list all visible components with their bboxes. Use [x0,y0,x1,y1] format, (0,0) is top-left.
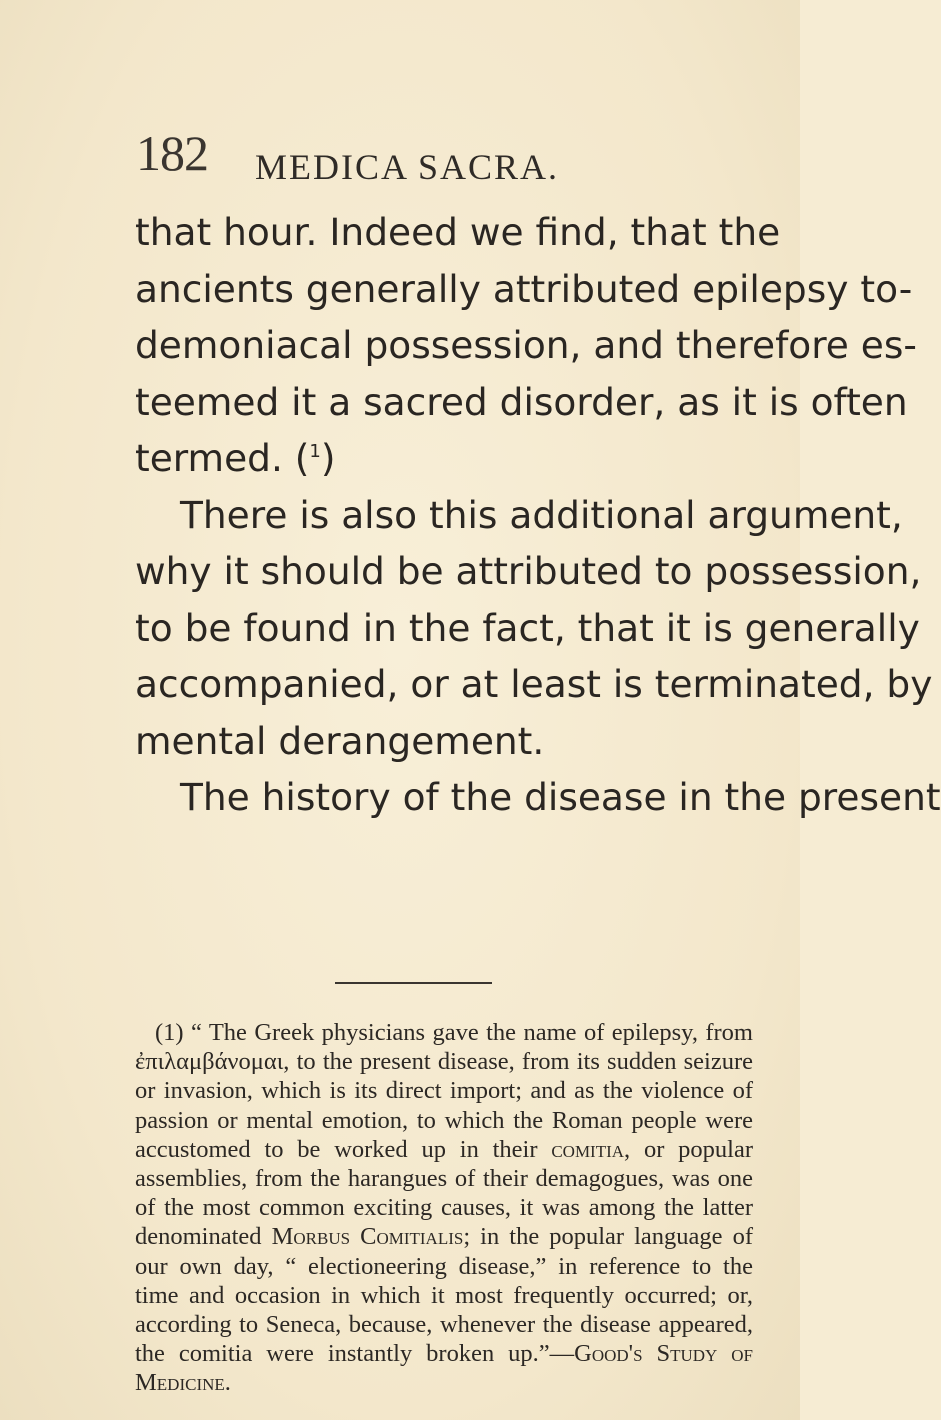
footnote-line-11: according to Seneca, because, whenever the disease appeared, [135,1310,753,1338]
body-line-2: ancients generally attributed epilepsy to- [135,266,913,311]
body-line-6: There is also this additional argument, [180,492,903,537]
footnote-line-2: ἐπιλαμβάνομαι, to the present disease, from its sudden seizure [135,1048,753,1076]
body-line-5-text: termed. ( [135,436,310,480]
footnote-reference[interactable]: 1 [309,441,321,462]
footnote-line-5 [135,1135,753,1164]
running-head: MEDICA SACRA. [255,147,560,187]
footnote-line-8 [135,1222,753,1251]
footnote-source: Good's Study of [574,1340,753,1368]
body-line-1: that hour. Indeed we find, that the [135,210,781,254]
footnote-morbus-comitialis: Morbus Comitialis [271,1223,464,1251]
footnote-reference-close: ) [320,436,336,480]
page-number: 182 [136,125,208,181]
footnote-line-1: (1) “ The Greek physicians gave the name of epilepsy, from [155,1019,753,1046]
footnote-line-13 [135,1368,753,1397]
footnote-line-9: our own day, “ electioneering disease,” in reference to the [135,1252,753,1280]
footnote-line-6: assemblies, from the harangues of their demagogues, was one [135,1164,753,1192]
body-line-5 [135,430,755,487]
footnote-line-8-text: denominated [135,1223,262,1251]
body-line-10: mental derangement. [135,718,545,763]
footnote-line-10: time and occasion in which it most frequently occurred; or, [135,1281,753,1309]
footnote-line-5-text: accustomed to be worked up in their [135,1135,538,1163]
body-text [135,204,941,826]
footnote-comitia: comitia [551,1135,625,1163]
body-line-4: teemed it a sacred disorder, as it is often [135,379,908,424]
footnote-line-12-text: the comitia were instantly broken up.”— [135,1340,575,1368]
body-line-11: The history of the disease in the present [180,775,941,819]
footnote-line-12 [135,1339,753,1368]
footnote-line-4: passion or mental emotion, to which the Roman people were [135,1106,753,1134]
footnote [135,1018,753,1397]
footnote-divider [335,982,492,984]
footnote-line-8-end: ; in the popular language of [463,1223,753,1251]
body-line-9: accompanied, or at least is terminated, by [135,662,933,706]
page-header [0,125,800,198]
body-line-7: why it should be attributed to possession, [135,549,922,593]
footnote-line-3: or invasion, which is its direct import; and as the violence of [135,1077,753,1105]
footnote-source-end: Medicine. [135,1369,231,1397]
footnote-line-7: of the most common exciting causes, it was among the latter [135,1194,753,1222]
body-line-3: demoniacal possession, and therefore es- [135,323,917,367]
footnote-line-5-end: , or popular [624,1135,754,1163]
body-line-8: to be found in the fact, that it is generally [135,605,920,650]
